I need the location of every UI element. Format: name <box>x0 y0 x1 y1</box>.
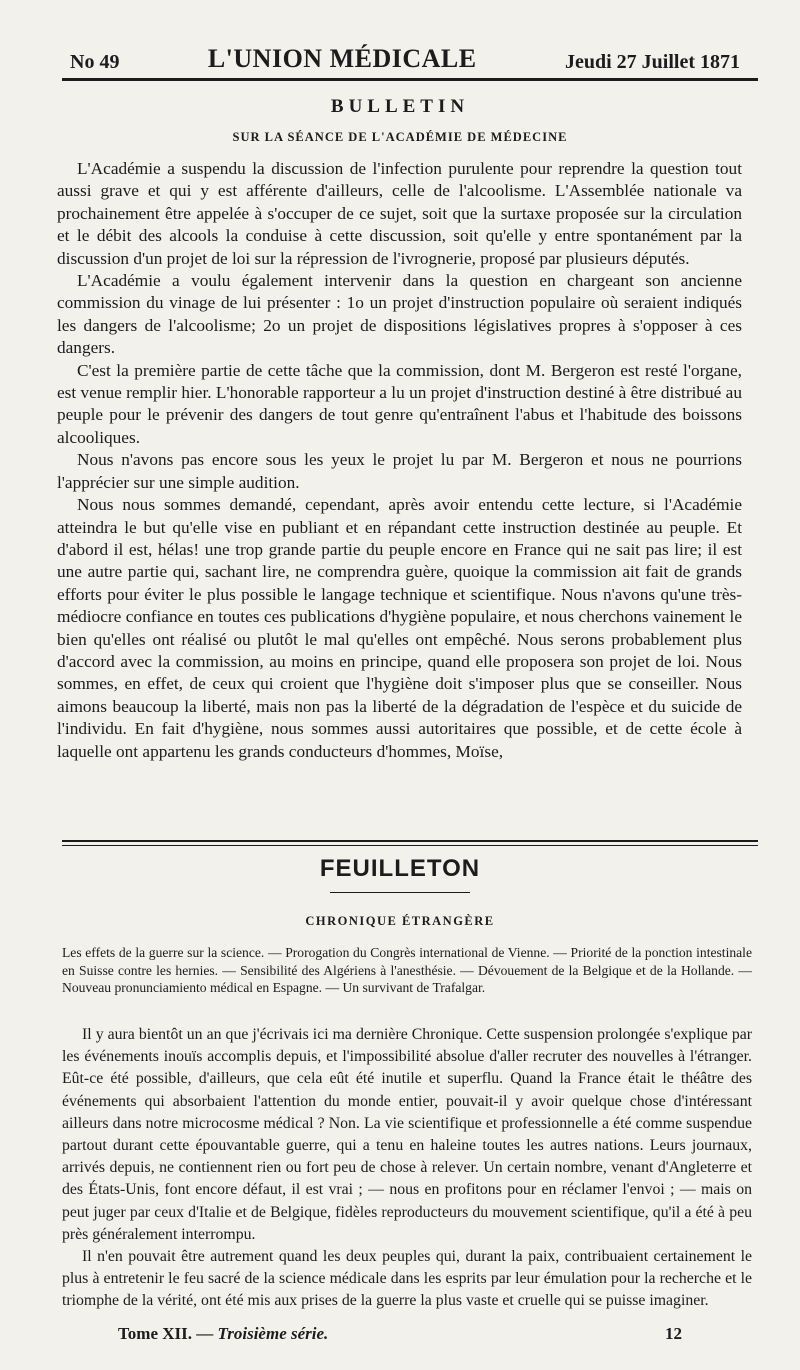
bulletin-paragraph: L'Académie a voulu également intervenir dans la question en chargeant son ancienne commission du vinage de lui présenter : 1o un projet d'instruction populaire où seraient indiqués les dangers de l'alcoolisme; 2o un projet de dispositions législatives propres à s'opposer à ces dangers. <box>57 271 742 358</box>
page-header <box>70 38 740 74</box>
section-divider <box>62 840 758 842</box>
journal-title: L'UNION MÉDICALE <box>207 44 477 73</box>
issue-number: No 49 <box>70 51 120 73</box>
volume-info <box>118 1324 328 1344</box>
bulletin-paragraph: Nous nous sommes demandé, cependant, après avoir entendu cette lecture, si l'Académie atteindra le but qu'elle vise en publiant et en répandant cette instruction destinée au peuple. Et d'abord il est, hélas! une trop grande partie du peuple encore en France qui ne sait pas lire; il est une autre partie qui, sachant lire, ne comprendra guère, quoique la commission ait fait de grands efforts pour éviter le plus possible le langage technique et scientifique. Nous n'avons qu'une très-médiocre confiance en toutes ces publications d'hygiène populaire, et nous cherchons vainement le bien qu'elles ont réalisé ou plutôt le mal qu'elles ont empêché. Nous serons probablement plus d'accord avec la commission, au moins en principe, quand elle proposera son projet de loi. Nous sommes, en effet, de ceux qui croient que l'hygiène doit s'imposer plus que se conseiller. Nous aimons beaucoup la liberté, mais non pas la liberté de la dégradation de l'espèce et du suicide de l'individu. En fait d'hygiène, nous sommes aussi autoritaires que possible, et de cette école à laquelle ont appartenu les grands conducteurs d'hommes, Moïse, <box>57 495 742 761</box>
feuilleton-paragraph: Il y aura bientôt un an que j'écrivais ici ma dernière Chronique. Cette suspension prolongée s'explique par les événements inouïs accomplis depuis, et l'impossibilité absolue d'aller recruter des nouvelles à l'étranger. Eût-ce été possible, d'ailleurs, que cela eût été inutile et superflu. Quand la France était le théâtre des événements qui absorbaient l'attention du monde entier, pouvait-il y avoir quelque chose d'intéressant ailleurs dans notre microcosme médical ? Non. La vie scientifique et professionnelle a été comme suspendue partout durant cette épouvantable guerre, qui a tenu en haleine toutes les autres nations. Leurs journaux, arrivés depuis, ne contiennent rien ou fort peu de chose à relever. Un certain nombre, venant d'Angleterre et des États-Unis, font encore défaut, il est vrai ; — nous en profitons pour en réclamer l'envoi ; — mais on peut juger par ceux d'Italie et de Belgique, fidèles reproducteurs du mouvement scientifique, qu'il a été à peu près généralement interrompu. <box>62 1026 752 1243</box>
chronique-title: CHRONIQUE ÉTRANGÈRE <box>305 914 495 928</box>
chronique-summary <box>62 944 752 997</box>
bulletin-title: BULLETIN <box>330 96 470 117</box>
bulletin-body <box>57 158 742 763</box>
bulletin-paragraph: C'est la première partie de cette tâche que la commission, dont M. Bergeron est resté l'organe, est venue remplir hier. L'honorable rapporteur a lu un projet d'instruction destiné à être distribué au peuple pour le prévenir des dangers de tout genre qu'entraînent l'abus et l'habitude des boissons alcooliques. <box>57 360 742 447</box>
tome-label: Tome XII. — <box>118 1324 214 1343</box>
feuilleton-underline <box>330 892 470 893</box>
summary-text: Les effets de la guerre sur la science. — Prorogation du Congrès international de Vienne. — Priorité de la ponction intestinale en Suisse contre les hernies. — Sensibilité des Algériens à l'anesthésie. — Dévouement de la Belgique et de la Hollande. — Nouveau pronunciamiento médical en Espagne. — Un survivant de Trafalgar. <box>62 945 752 996</box>
header-divider <box>62 78 758 81</box>
feuilleton-body <box>62 1024 752 1313</box>
bulletin-subtitle: SUR LA SÉANCE DE L'ACADÉMIE DE MÉDECINE <box>232 130 568 144</box>
series-label: Troisième série. <box>217 1324 329 1343</box>
page-number: 12 <box>665 1324 682 1343</box>
feuilleton-paragraph: Il n'en pouvait être autrement quand les deux peuples qui, durant la paix, contribuaient certainement le plus à entretenir le feu sacré de la science médicale dans les esprits par leur émulation pour la recherche et le triomphe de la vérité, ont été mis aux prises de la guerre la plus vaste et cruelle qui se puisse imaginer. <box>62 1248 752 1310</box>
issue-date: Jeudi 27 Juillet 1871 <box>564 51 740 73</box>
section-divider <box>62 845 758 846</box>
feuilleton-title: FEUILLETON <box>319 855 481 882</box>
bulletin-paragraph: L'Académie a suspendu la discussion de l'infection purulente pour reprendre la question tout aussi grave et qui y est afférente d'ailleurs, celle de l'alcoolisme. L'Assemblée nationale va prochainement être appelée à s'occuper de ce sujet, soit que la surtaxe proposée sur la circulation et le débit des alcools la conduise à cette discussion, soit qu'elle y entre spontanément par la discussion d'un projet de loi sur la répression de l'ivrognerie, proposé par plusieurs députés. <box>57 159 742 268</box>
bulletin-paragraph: Nous n'avons pas encore sous les yeux le projet lu par M. Bergeron et nous ne pourrions l'apprécier sur une simple audition. <box>57 450 742 492</box>
page-footer <box>118 1324 682 1344</box>
